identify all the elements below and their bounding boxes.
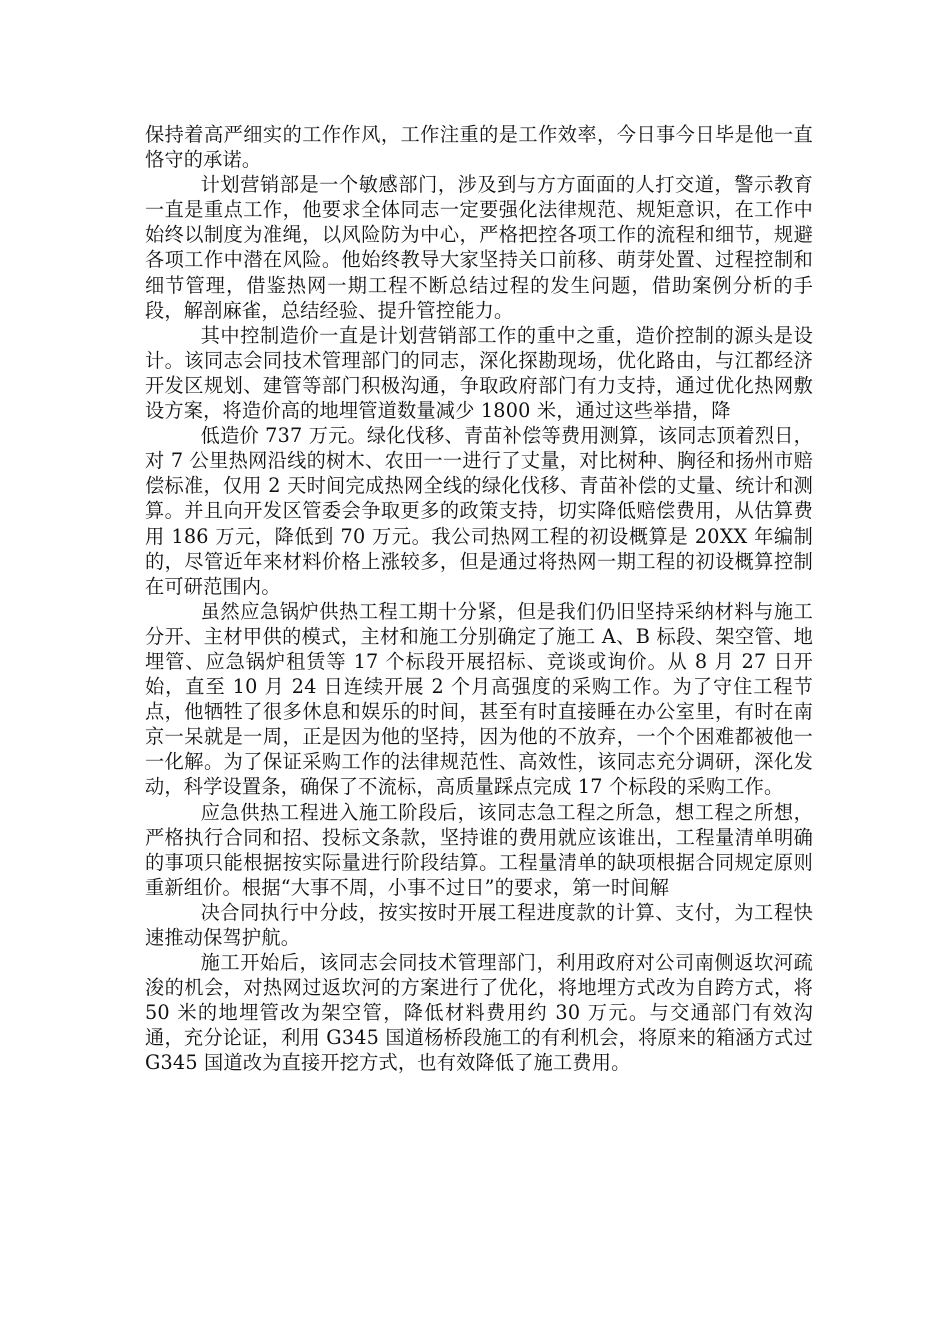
document-body bbox=[145, 122, 813, 1076]
paragraph-2: 计划营销部是一个敏感部门，涉及到与方方面面的人打交道，警示教育一直是重点工作，他要求全体同志一定要强化法律规范、规矩意识，在工作中始终以制度为准绳，以风险防为中心，严格把控各项工作的流程和细节，规避各项工作中潜在风险。他始终教导大家坚持关口前移、萌芽处置、过程控制和细节管理，借鉴热网一期工程不断总结过程的发生问题，借助案例分析的手段，解剖麻雀，总结经验、提升管控能力。 bbox=[145, 173, 813, 322]
paragraph-1: 保持着高严细实的工作作风，工作注重的是工作效率，今日事今日毕是他一直恪守的承诺。 bbox=[145, 123, 813, 172]
paragraph-4: 低造价 737 万元。绿化伐移、青苗补偿等费用测算，该同志顶着烈日，对 7 公里热网沿线的树木、农田一一进行了丈量，对比树种、胸径和扬州市赔偿标准，仅用 2 天时间完成热网全线的绿化伐移、青苗补偿的丈量、统计和测算。并且向开发区管委会争取更多的政策支持，切实降低赔偿费用，从估算费用 186 万元，降低到 70 万元。我公司热网工程的初设概算是 20XX 年编制的，尽管近年来材料价格上涨较多，但是通过将热网一期工程的初设概算控制在可研范围内。 bbox=[145, 424, 813, 598]
paragraph-3: 其中控制造价一直是计划营销部工作的重中之重，造价控制的源头是设计。该同志会同技术管理部门的同志，深化探勘现场，优化路由，与江都经济开发区规划、建管等部门积极沟通，争取政府部门有力支持，通过优化热网敷设方案，将造价高的地埋管道数量减少 1800 米，通过这些举措，降 bbox=[145, 323, 813, 423]
paragraph-7: 决合同执行中分歧，按实按时开展工程进度款的计算、支付，为工程快速推动保驾护航。 bbox=[145, 900, 813, 949]
paragraph-8: 施工开始后，该同志会同技术管理部门，利用政府对公司南侧返坎河疏浚的机会，对热网过返坎河的方案进行了优化，将地埋方式改为自跨方式，将 50 米的地埋管改为架空管，降低材料费用约 30 万元。与交通部门有效沟通，充分论证，利用 G345 国道杨桥段施工的有利机会，将原来的箱涵方式过 G345 国道改为直接开挖方式，也有效降低了施工费用。 bbox=[145, 951, 813, 1075]
paragraph-6: 应急供热工程进入施工阶段后，该同志急工程之所急，想工程之所想，严格执行合同和招、投标文条款，坚持谁的费用就应该谁出，工程量清单明确的事项只能根据按实际量进行阶段结算。工程量清单的缺项根据合同规定原则重新组价。根据“大事不周，小事不过日”的要求，第一时间解 bbox=[145, 800, 813, 899]
paragraph-5: 虽然应急锅炉供热工程工期十分紧，但是我们仍旧坚持采纳材料与施工分开、主材甲供的模式，主材和施工分别确定了施工 A、B 标段、架空管、地埋管、应急锅炉租赁等 17 个标段开展招标、竞谈或询价。从 8 月 27 日开始，直至 10 月 24 日连续开展 2 个月高强度的采购工作。为了守住工程节点，他牺牲了很多休息和娱乐的时间，甚至有时直接睡在办公室里，有时在南京一呆就是一周，正是因为他的坚持，因为他的不放弃，一个个困难都被他一一化解。为了保证采购工作的法律规范性、高效性，该同志充分调研，深化发动，科学设置条，确保了不流标，高质量踩点完成 17 个标段的采购工作。 bbox=[145, 599, 813, 799]
